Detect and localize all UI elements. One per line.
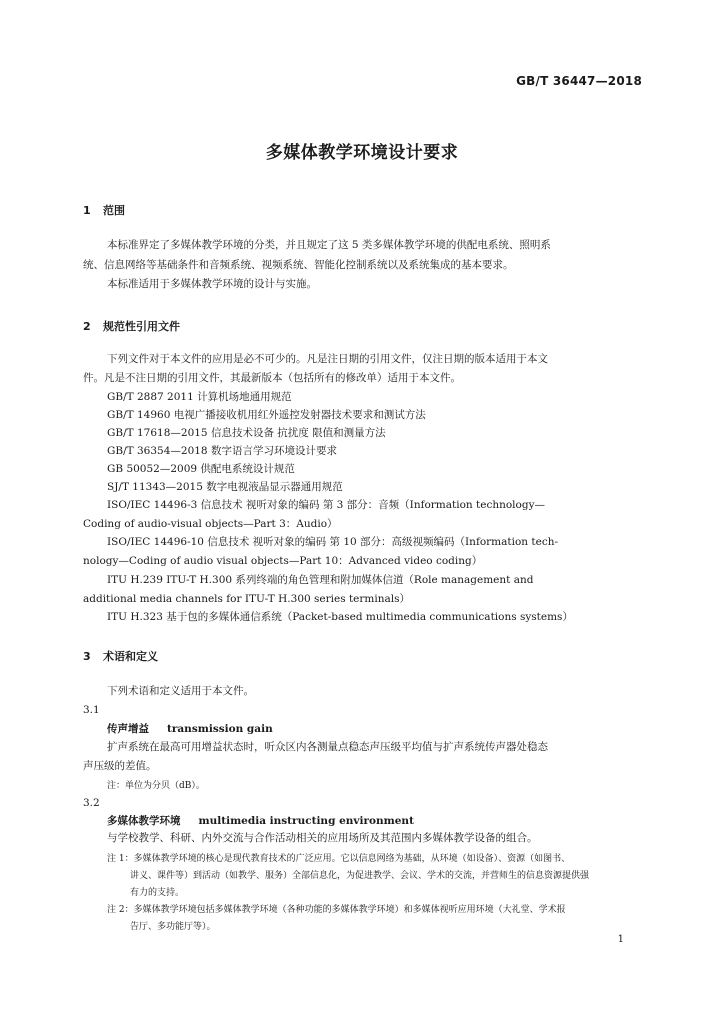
term-3-1-definition-line-1: 扩声系统在最高可用增益状态时，听众区内各测量点稳态声压级平均值与扩声系统传声器处稳态: [107, 741, 548, 753]
ref-item: ITU H.323 基于包的多媒体通信系统（Packet-based multimedia communications systems）: [107, 611, 573, 623]
ref-item-continuation: additional media channels for ITU-T H.300 series terminals）: [83, 593, 410, 605]
scope-para-1-line-2: 统、信息网络等基础条件和音频系统、视频系统、智能化控制系统以及系统集成的基本要求。: [83, 259, 514, 271]
ref-item: ISO/IEC 14496-3 信息技术 视听对象的编码 第 3 部分：音频（Information technology—: [107, 499, 546, 511]
section-2-heading: [83, 318, 180, 334]
ref-item: GB/T 36354—2018 数字语言学习环境设计要求: [107, 445, 337, 457]
term-3-2-zh: 多媒体教学环境: [107, 815, 181, 827]
ref-item-continuation: nology—Coding of audio visual objects—Part 10：Advanced video coding）: [83, 555, 483, 567]
scope-para-1-line-1: 本标准界定了多媒体教学环境的分类，并且规定了这 5 类多媒体教学环境的供配电系统、照明系: [107, 239, 551, 251]
term-3-2-note-1-line-1: 注 1：多媒体教学环境的核心是现代教育技术的广泛应用。它以信息网络为基础，从环境（如设备）、资源（如图书、: [107, 854, 571, 864]
term-3-2-title: [107, 813, 414, 828]
ref-item: GB/T 2887 2011 计算机场地通用规范: [107, 391, 292, 403]
term-3-1-en: transmission gain: [167, 723, 273, 735]
term-3-2-note-1-line-3: 有力的支持。: [130, 888, 185, 898]
term-3-2-note-2-line-1: 注 2：多媒体教学环境包括多媒体教学环境（各种功能的多媒体教学环境）和多媒体视听应用环境（大礼堂、学术报: [107, 905, 566, 915]
document-title: 多媒体教学环境设计要求: [265, 143, 459, 163]
section-2-number: 2: [83, 320, 91, 333]
term-3-1-title: [107, 721, 273, 736]
section-1-title: 范围: [103, 204, 125, 217]
refs-intro-line-2: 件。凡是不注日期的引用文件，其最新版本（包括所有的修改单）适用于本文件。: [83, 372, 461, 384]
term-3-2-note-2-line-2: 告厅、多功能厅等）。: [130, 922, 216, 932]
term-3-2-definition: 与学校教学、科研、内外交流与合作活动相关的应用场所及其范围内多媒体教学设备的组合。: [107, 832, 538, 844]
term-3-2-note-1-line-2: 讲义、课件等）到活动（如教学、服务）全部信息化，为促进教学、会议、学术的交流，并营师生的信息资源提供强: [130, 871, 590, 881]
ref-item: GB/T 17618—2015 信息技术设备 抗扰度 限值和测量方法: [107, 427, 386, 439]
section-1-number: 1: [83, 204, 91, 217]
terms-intro: 下列术语和定义适用于本文件。: [107, 685, 254, 697]
section-2-title: 规范性引用文件: [103, 320, 180, 333]
term-3-2-en: multimedia instructing environment: [198, 815, 414, 827]
ref-item: GB/T 14960 电视广播接收机用红外遥控发射器技术要求和测试方法: [107, 409, 426, 421]
term-3-1-zh: 传声增益: [107, 723, 149, 735]
section-1-heading: [83, 202, 125, 218]
standard-code: GB/T 36447—2018: [516, 74, 642, 88]
refs-intro-line-1: 下列文件对于本文件的应用是必不可少的。凡是注日期的引用文件，仅注日期的版本适用于本文: [107, 353, 548, 365]
section-3-number: 3: [83, 650, 91, 663]
term-3-1-number: 3.1: [83, 704, 100, 716]
term-3-1-definition-line-2: 声压级的差值。: [83, 760, 157, 772]
ref-item: ITU H.239 ITU-T H.300 系列终端的角色管理和附加媒体信道（Role management and: [107, 574, 534, 586]
page-number: 1: [617, 934, 624, 945]
term-3-1-note: 注：单位为分贝（dB）。: [107, 781, 205, 791]
scope-para-2: 本标准适用于多媒体教学环境的设计与实施。: [107, 278, 317, 290]
ref-item: SJ/T 11343—2015 数字电视液晶显示器通用规范: [107, 481, 343, 493]
ref-item: ISO/IEC 14496-10 信息技术 视听对象的编码 第 10 部分：高级视频编码（Information tech-: [107, 536, 559, 548]
ref-item: GB 50052—2009 供配电系统设计规范: [107, 463, 295, 475]
ref-item-continuation: Coding of audio-visual objects—Part 3：Audio）: [83, 518, 338, 530]
term-3-2-number: 3.2: [83, 797, 100, 809]
section-3-heading: [83, 648, 158, 664]
section-3-title: 术语和定义: [103, 650, 158, 663]
